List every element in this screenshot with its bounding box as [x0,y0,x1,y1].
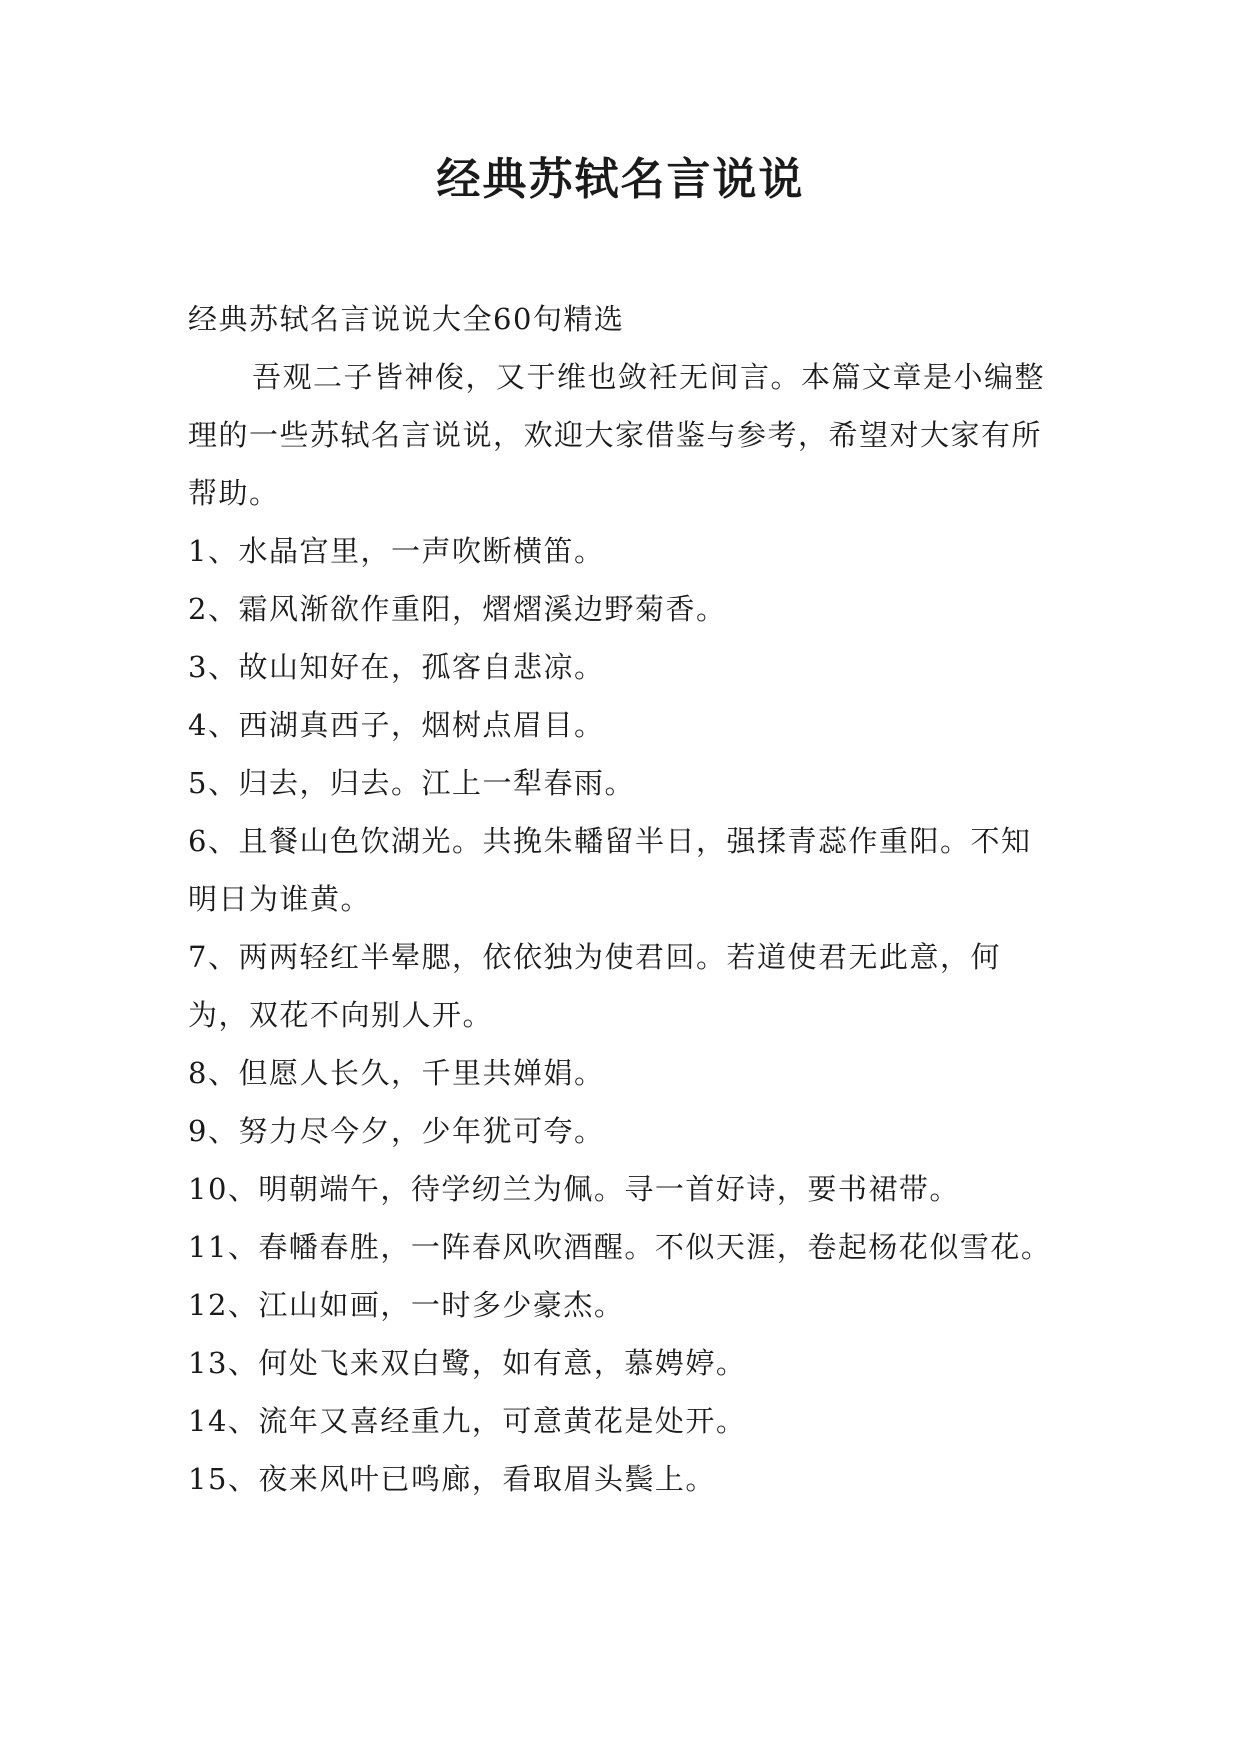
list-item: 14、流年又喜经重九，可意黄花是处开。 [188,1404,747,1438]
document-subtitle: 经典苏轼名言说说大全60句精选 [188,302,625,336]
list-item: 7、两两轻红半晕腮，依依独为使君回。若道使君无此意，何为，双花不向别人开。 [188,940,1001,1032]
list-item: 1、水晶宫里，一声吹断横笛。 [188,534,605,568]
list-item: 5、归去，归去。江上一犁春雨。 [188,766,635,800]
list-item: 8、但愿人长久，千里共婵娟。 [188,1056,605,1090]
intro-paragraph: 吾观二子皆神俊，又于维也敛衽无间言。本篇文章是小编整理的一些苏轼名言说说，欢迎大家借鉴与参考，希望对大家有所帮助。 [188,360,1046,510]
list-item: 10、明朝端午，待学纫兰为佩。寻一首好诗，要书裙带。 [188,1172,960,1206]
list-item: 2、霜风渐欲作重阳，熠熠溪边野菊香。 [188,592,727,626]
list-item: 4、西湖真西子，烟树点眉目。 [188,708,605,742]
document-title: 经典苏轼名言说说 [436,154,805,205]
list-item: 9、努力尽今夕，少年犹可夸。 [188,1114,605,1148]
list-item: 15、夜来风叶已鸣廊，看取眉头鬓上。 [188,1462,716,1496]
list-item: 13、何处飞来双白鹭，如有意，慕娉婷。 [188,1346,747,1380]
list-item: 6、且餐山色饮湖光。共挽朱轓留半日，强揉青蕊作重阳。不知明日为谁黄。 [188,824,1032,916]
list-item: 11、春幡春胜，一阵春风吹酒醒。不似天涯，卷起杨花似雪花。 [188,1230,1052,1264]
list-item: 3、故山知好在，孤客自悲凉。 [188,650,605,684]
list-item: 12、江山如画，一时多少豪杰。 [188,1288,625,1322]
document-body [188,290,1058,1508]
